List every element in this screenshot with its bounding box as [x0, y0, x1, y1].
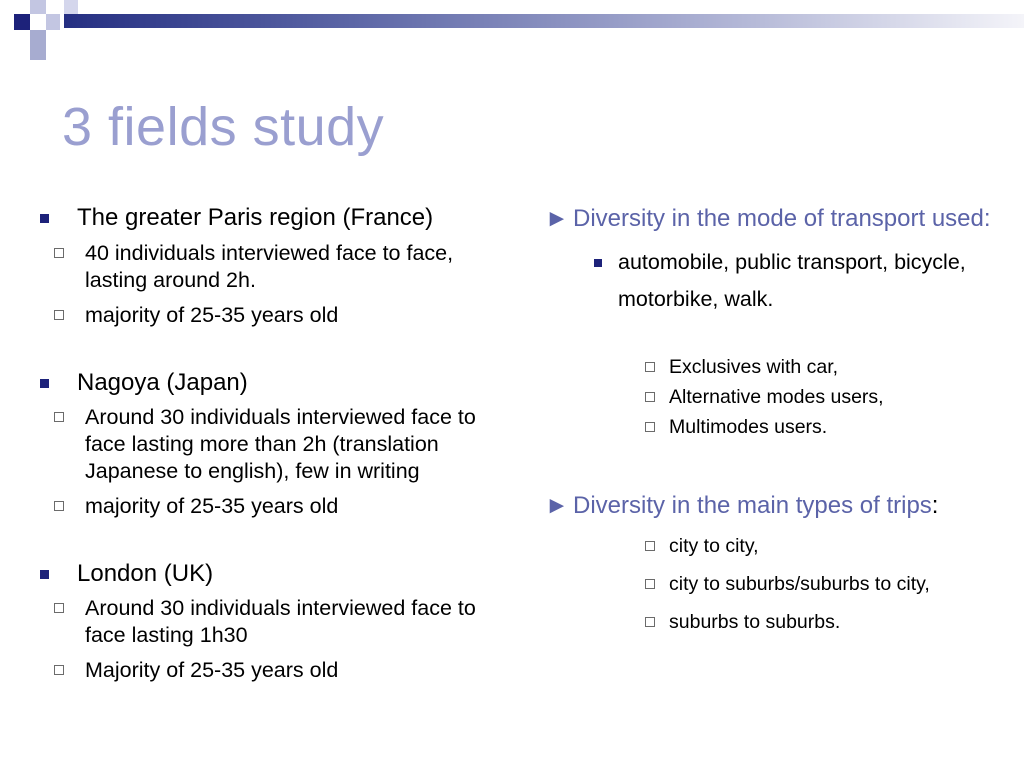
- slide-title: 3 fields study: [62, 97, 385, 157]
- hollow-square-bullet-icon: [54, 501, 64, 511]
- hollow-square-bullet-icon: [54, 603, 64, 613]
- field-heading-paris: [40, 204, 520, 232]
- square-bullet-icon: [40, 214, 49, 223]
- field-point: [40, 595, 520, 649]
- field-heading-text: London (UK): [77, 560, 214, 587]
- field-heading-text: Nagoya (Japan): [77, 369, 248, 396]
- field-heading-london: [40, 560, 520, 588]
- field-point-text: Majority of 25-35 years old: [85, 658, 339, 682]
- transport-modes-text: automobile, public transport, bicycle, motorbike, walk.: [618, 250, 966, 311]
- right-column: [545, 204, 1015, 641]
- deco-square-light: [46, 14, 60, 30]
- header-gradient-bar: [64, 14, 1024, 28]
- field-point: [40, 657, 520, 684]
- mode-user-item: [545, 412, 1015, 442]
- transport-modes-item: [545, 244, 1015, 318]
- mode-user-text: Multimodes users.: [669, 416, 828, 438]
- trip-type-text: suburbs to suburbs.: [669, 611, 841, 633]
- field-point-text: 40 individuals interviewed face to face, lasting around 2h.: [85, 241, 454, 292]
- field-point-text: Around 30 individuals interviewed face to face lasting more than 2h (translation Japanese to english), few in writing: [85, 405, 476, 483]
- hollow-square-bullet-icon: [645, 422, 655, 432]
- hollow-square-bullet-icon: [54, 665, 64, 675]
- square-bullet-icon: [40, 379, 49, 388]
- hollow-square-bullet-icon: [645, 579, 655, 589]
- mode-user-item: [545, 352, 1015, 382]
- square-bullet-icon: [40, 570, 49, 579]
- trip-diversity-heading: [545, 485, 1015, 527]
- mode-user-text: Exclusives with car,: [669, 356, 839, 378]
- hollow-square-bullet-icon: [645, 392, 655, 402]
- hollow-square-bullet-icon: [54, 412, 64, 422]
- trip-type-item: [545, 565, 1015, 603]
- deco-square-light: [30, 0, 46, 14]
- trip-type-item: [545, 603, 1015, 641]
- field-point: [40, 240, 520, 294]
- field-point: [40, 404, 520, 485]
- hollow-square-bullet-icon: [54, 248, 64, 258]
- field-heading-nagoya: [40, 369, 520, 397]
- mode-user-text: Alternative modes users,: [669, 386, 884, 408]
- arrow-right-icon: ►: [545, 205, 569, 232]
- hollow-square-bullet-icon: [645, 617, 655, 627]
- mode-diversity-heading: [545, 204, 1015, 234]
- mode-diversity-heading-text: Diversity in the mode of transport used:: [573, 205, 991, 232]
- deco-square-light: [64, 0, 78, 14]
- trip-types-list: [545, 527, 1015, 641]
- left-column: [40, 204, 520, 684]
- field-point: [40, 493, 520, 520]
- hollow-square-bullet-icon: [645, 362, 655, 372]
- deco-square-dark: [14, 14, 30, 30]
- square-bullet-icon: [594, 259, 602, 267]
- trip-type-text: city to suburbs/suburbs to city,: [669, 573, 930, 595]
- field-point-text: majority of 25-35 years old: [85, 303, 339, 327]
- trip-type-item: [545, 527, 1015, 565]
- hollow-square-bullet-icon: [54, 310, 64, 320]
- arrow-right-icon: ►: [545, 492, 569, 519]
- field-heading-text: The greater Paris region (France): [77, 204, 434, 231]
- hollow-square-bullet-icon: [645, 541, 655, 551]
- field-point: [40, 302, 520, 329]
- field-point-text: majority of 25-35 years old: [85, 494, 339, 518]
- header-decoration: [0, 0, 1024, 70]
- trip-diversity-heading-text: Diversity in the main types of trips: [573, 492, 932, 519]
- field-point-text: Around 30 individuals interviewed face to face lasting 1h30: [85, 596, 476, 647]
- mode-users-list: [545, 352, 1015, 442]
- trip-type-text: city to city,: [669, 535, 759, 557]
- trip-diversity-heading-colon: :: [931, 492, 939, 519]
- mode-user-item: [545, 382, 1015, 412]
- deco-square-light: [30, 46, 46, 60]
- deco-square-light: [30, 30, 46, 46]
